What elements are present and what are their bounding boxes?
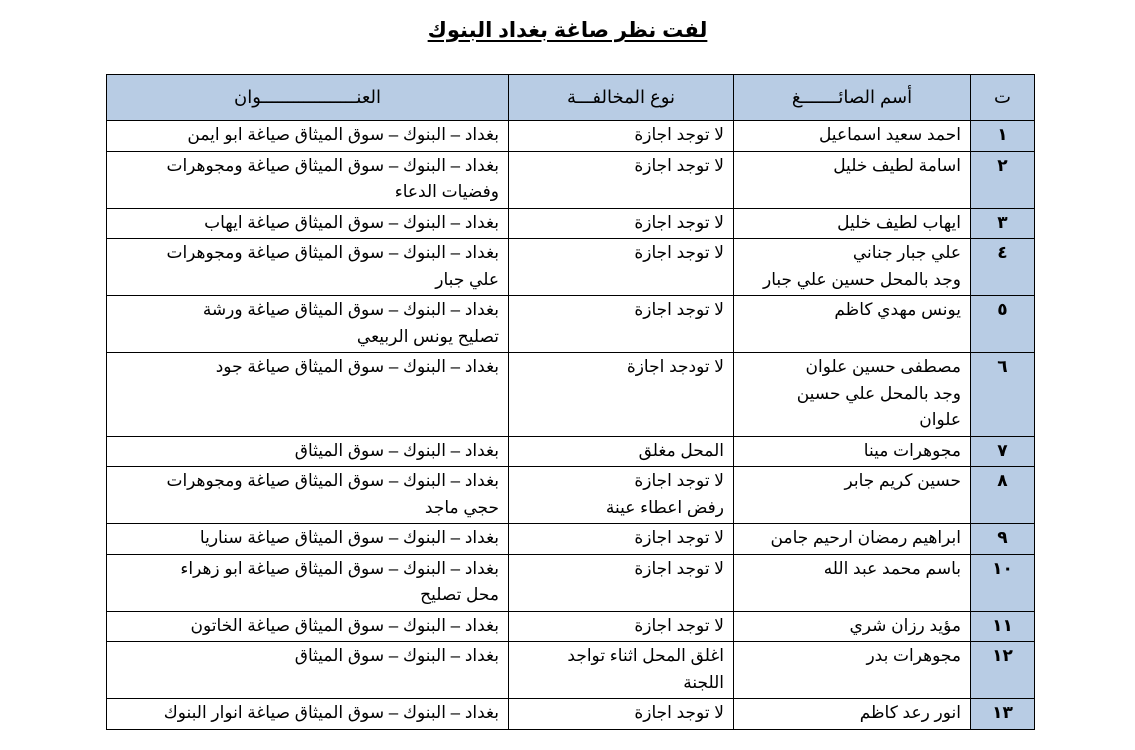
table-row: [107, 524, 1035, 555]
goldsmith-name-line: مجوهرات مينا: [863, 440, 961, 460]
table-row: [107, 208, 1035, 239]
table-row: [107, 699, 1035, 730]
document-title: [0, 16, 1135, 46]
address-line: بغداد – البنوك – سوق الميثاق: [294, 440, 499, 460]
table-row: [107, 151, 1035, 208]
table-row: [107, 121, 1035, 152]
violation-type-cell: [509, 467, 734, 524]
row-number-cell: ١٣: [971, 699, 1035, 730]
address-cell: [107, 353, 509, 437]
table-header: [107, 75, 1035, 121]
violation-type-line: اللجنة: [683, 672, 724, 692]
goldsmith-name-cell: [734, 208, 971, 239]
row-number-cell: ٦: [971, 353, 1035, 437]
goldsmith-name-line: انور رعد كاظم: [859, 703, 961, 722]
header-row: [107, 75, 1035, 121]
goldsmith-name-cell: [734, 239, 971, 296]
violation-type-line: لا توجد اجازة: [634, 125, 724, 144]
goldsmith-name-line: احمد سعيد اسماعيل: [818, 125, 961, 144]
goldsmith-name-cell: [734, 554, 971, 611]
violation-type-cell: [509, 436, 734, 467]
address-cell: [107, 296, 509, 353]
goldsmith-name-line: حسين كريم جابر: [844, 471, 961, 490]
table-body: [107, 121, 1035, 730]
goldsmith-name-cell: [734, 151, 971, 208]
goldsmith-name-line: مؤيد رزان شري: [849, 615, 961, 635]
table-row: [107, 353, 1035, 437]
address-cell: [107, 642, 509, 699]
row-number-cell: ٣: [971, 208, 1035, 239]
violation-type-cell: [509, 353, 734, 437]
goldsmith-name-line: مجوهرات بدر: [866, 646, 961, 665]
address-line: بغداد – البنوك – سوق الميثاق صياغة جود: [215, 357, 499, 376]
violation-type-line: لا توجد اجازة: [634, 300, 724, 319]
row-number-cell: ١١: [971, 611, 1035, 642]
address-cell: [107, 208, 509, 239]
violation-type-cell: [509, 121, 734, 152]
address-line: حجي ماجد: [424, 497, 499, 517]
violation-type-line: رفض اعطاء عينة: [605, 497, 724, 517]
table-row: [107, 296, 1035, 353]
address-cell: [107, 467, 509, 524]
violation-type-line: لا توجد اجازة: [634, 471, 724, 490]
violation-type-line: لا توجد اجازة: [634, 558, 724, 578]
violation-type-cell: [509, 151, 734, 208]
address-line: تصليح يونس الربيعي: [356, 326, 499, 346]
table-row: [107, 611, 1035, 642]
violation-type-line: لا توجد اجازة: [634, 155, 724, 175]
header-address: العنــــــــــــــــــوان: [107, 75, 509, 121]
violations-table: [106, 74, 1035, 730]
goldsmith-name-cell: [734, 642, 971, 699]
goldsmith-name-line: وجد بالمحل علي حسين: [796, 383, 961, 403]
address-cell: [107, 554, 509, 611]
goldsmith-name-line: ايهاب لطيف خليل: [837, 212, 961, 232]
table-row: [107, 239, 1035, 296]
violation-type-line: لا توجد اجازة: [634, 212, 724, 232]
violation-type-line: لا توجد اجازة: [634, 243, 724, 262]
row-number-cell: ١٠: [971, 554, 1035, 611]
row-number-cell: ٩: [971, 524, 1035, 555]
goldsmith-name-line: علوان: [919, 410, 961, 429]
goldsmith-name-cell: [734, 467, 971, 524]
goldsmith-name-line: وجد بالمحل حسين علي جبار: [762, 269, 961, 289]
address-line: وفضيات الدعاء: [394, 182, 499, 201]
document-title-text: لفت نظر صاغة بغداد البنوك: [427, 19, 708, 42]
violation-type-cell: [509, 296, 734, 353]
address-line: علي جبار: [435, 269, 499, 289]
address-cell: [107, 121, 509, 152]
address-line: بغداد – البنوك – سوق الميثاق صياغة ومجوهرات: [166, 471, 499, 490]
goldsmith-name-cell: [734, 121, 971, 152]
address-line: بغداد – البنوك – سوق الميثاق صياغة الخاتون: [190, 615, 499, 635]
address-line: بغداد – البنوك – سوق الميثاق صياغة ورشة: [202, 300, 499, 319]
row-number-cell: ٢: [971, 151, 1035, 208]
violation-type-cell: [509, 208, 734, 239]
table-row: [107, 642, 1035, 699]
header-number: ت: [971, 75, 1035, 121]
table-row: [107, 467, 1035, 524]
address-line: بغداد – البنوك – سوق الميثاق صياغة سناريا: [199, 528, 499, 547]
row-number-cell: ٧: [971, 436, 1035, 467]
violation-type-cell: [509, 239, 734, 296]
address-cell: [107, 524, 509, 555]
address-line: بغداد – البنوك – سوق الميثاق صياغة ومجوهرات: [166, 243, 499, 262]
goldsmith-name-line: باسم محمد عبد الله: [823, 558, 961, 578]
goldsmith-name-line: ابراهيم رمضان ارحيم جامن: [770, 528, 961, 547]
address-cell: [107, 436, 509, 467]
address-line: بغداد – البنوك – سوق الميثاق: [294, 646, 499, 665]
goldsmith-name-cell: [734, 296, 971, 353]
address-cell: [107, 151, 509, 208]
table-row: [107, 554, 1035, 611]
address-cell: [107, 239, 509, 296]
table-row: [107, 436, 1035, 467]
header-goldsmith-name: أسم الصائـــــــغ: [734, 75, 971, 121]
row-number-cell: ٥: [971, 296, 1035, 353]
goldsmith-name-cell: [734, 524, 971, 555]
goldsmith-name-line: يونس مهدي كاظم: [834, 300, 961, 319]
row-number-cell: ١: [971, 121, 1035, 152]
row-number-cell: ٤: [971, 239, 1035, 296]
address-line: بغداد – البنوك – سوق الميثاق صياغة ابو ايمن: [187, 125, 499, 144]
goldsmith-name-line: علي جبار جناني: [852, 243, 961, 262]
address-line: بغداد – البنوك – سوق الميثاق صياغة انوار البنوك: [163, 703, 499, 722]
violation-type-line: لا تودجد اجازة: [626, 357, 724, 376]
goldsmith-name-cell: [734, 699, 971, 730]
goldsmith-name-cell: [734, 436, 971, 467]
violation-type-line: لا توجد اجازة: [634, 703, 724, 722]
address-cell: [107, 699, 509, 730]
violation-type-cell: [509, 642, 734, 699]
violation-type-line: المحل مغلق: [638, 440, 724, 460]
header-violation-type: نوع المخالفـــة: [509, 75, 734, 121]
goldsmith-name-cell: [734, 353, 971, 437]
row-number-cell: ٨: [971, 467, 1035, 524]
row-number-cell: ١٢: [971, 642, 1035, 699]
address-line: بغداد – البنوك – سوق الميثاق صياغة ومجوهرات: [166, 155, 499, 175]
violation-type-line: لا توجد اجازة: [634, 615, 724, 635]
violation-type-cell: [509, 611, 734, 642]
address-line: محل تصليح: [420, 585, 499, 604]
violation-type-line: لا توجد اجازة: [634, 528, 724, 547]
violation-type-cell: [509, 699, 734, 730]
address-line: بغداد – البنوك – سوق الميثاق صياغة ابو زهراء: [180, 558, 499, 578]
goldsmith-name-line: مصطفى حسين علوان: [805, 357, 961, 376]
goldsmith-name-line: اسامة لطيف خليل: [833, 155, 961, 175]
address-cell: [107, 611, 509, 642]
violation-type-cell: [509, 524, 734, 555]
goldsmith-name-cell: [734, 611, 971, 642]
address-line: بغداد – البنوك – سوق الميثاق صياغة ايهاب: [204, 212, 499, 232]
violation-type-line: اغلق المحل اثناء تواجد: [567, 646, 724, 665]
violation-type-cell: [509, 554, 734, 611]
